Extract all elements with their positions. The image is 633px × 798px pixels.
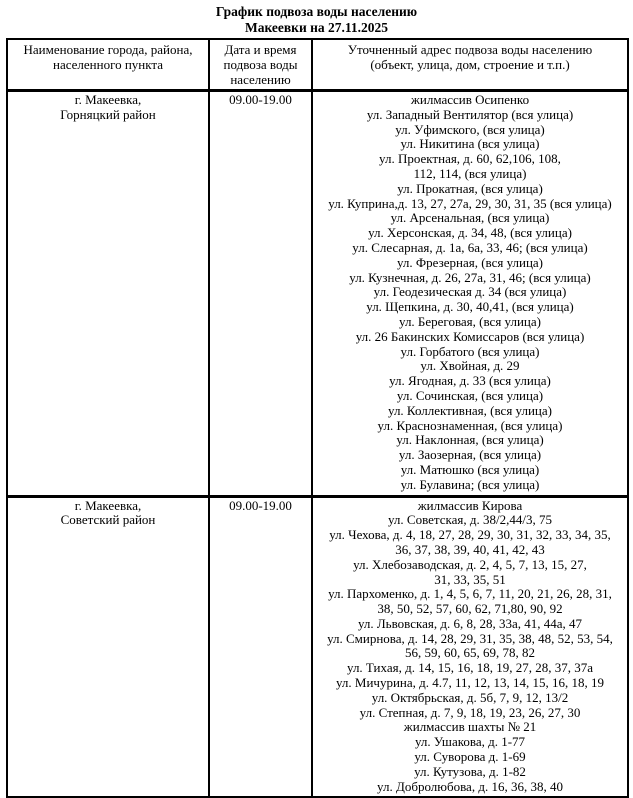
address-line: ул. Уфимского, (вся улица) [395,121,545,137]
address-line: ул. Херсонская, д. 34, 48, (вся улица) [368,225,572,241]
address-line: ул. Ушакова, д. 1-77 [414,734,526,750]
time-value: 09.00-19.00 [229,497,292,513]
address-line: ул. Матюшко (вся улица) [400,461,540,477]
address-line: ул. Никитина (вся улица) [400,136,540,152]
address-line: ул. Фрезерная, (вся улица) [396,254,544,270]
header-datetime-line: населению [230,72,291,87]
address-line: ул. Львовская, д. 6, 8, 28, 33а, 41, 44а, 47 [357,615,583,631]
address-line: 36, 37, 38, 39, 40, 41, 42, 43 [395,541,545,557]
address-line: 31, 33, 35, 51 [434,571,506,587]
address-line: ул. 26 Бакинских Комиссаров (вся улица) [355,328,585,344]
header-datetime-line: подвоза воды [223,57,298,72]
address-line: ул. Западный Вентилятор (вся улица) [366,106,574,122]
address-line: ул. Куприна,д. 13, 27, 27а, 29, 30, 31, 35 (вся улица) [328,195,612,211]
header-location-line: населенного пункта [52,57,164,72]
address-line: ул. Смирнова, д. 14, 28, 29, 31, 35, 38, 48, 52, 53, 54, [327,630,613,646]
address-line: ул. Тихая, д. 14, 15, 16, 18, 19, 27, 28, 37, 37а [347,660,593,676]
address-line: ул. Кузнечная, д. 26, 27а, 31, 46; (вся улица) [349,269,591,285]
address-line: ул. Ягодная, д. 33 (вся улица) [389,373,551,389]
address-line: ул. Наклонная, (вся улица) [396,432,544,448]
row-2-location-cell [7,496,209,797]
address-line: 112, 114, (вся улица) [413,165,527,181]
row-2-address-cell [312,496,628,797]
document-title [0,4,633,36]
address-line: ул. Береговая, (вся улица) [399,313,541,329]
address-line: ул. Коллективная, (вся улица) [388,402,552,418]
address-line: 56, 59, 60, 65, 69, 78, 82 [405,645,535,661]
header-location-line: Наименование города, района, [23,42,193,57]
table-row-gornyatsky [7,91,628,497]
address-line: ул. Прокатная, (вся улица) [397,180,543,196]
address-line: ул. Чехова, д. 4, 18, 27, 28, 29, 30, 31, 32, 33, 34, 35, [329,527,611,543]
address-line: ул. Добролюбова, д. 16, 36, 38, 40 [377,778,563,794]
address-line: 38, 50, 52, 57, 60, 62, 71,80, 90, 92 [377,601,563,617]
row-1-time-cell [209,91,312,497]
document-title-line-1: График подвоза воды населению [215,4,418,19]
table-row-sovetsky [7,496,628,797]
row-2-time-cell [209,496,312,797]
document-title-line-2: Макеевки на 27.11.2025 [244,20,389,35]
row-1-location-cell [7,91,209,497]
header-datetime [209,39,312,91]
address-line: ул. Щепкина, д. 30, 40,41, (вся улица) [366,299,574,315]
address-line: жилмассив шахты № 21 [403,719,537,735]
location-line: г. Макеевка, [74,497,142,513]
location-line: г. Макеевка, [74,92,142,107]
address-line: жилмассив Кирова [417,497,523,513]
address-line: жилмассив Осипенко [410,92,530,107]
address-line: ул. Краснознаменная, (вся улица) [377,417,563,433]
header-address [312,39,628,91]
address-line: ул. Горбатого (вся улица) [400,343,540,359]
address-line: ул. Суворова д. 1-69 [414,749,526,765]
time-value: 09.00-19.00 [229,92,292,107]
address-line: ул. Советская, д. 38/2,44/3, 75 [388,512,552,528]
header-datetime-line: Дата и время [224,42,297,57]
address-line: ул. Хлебозаводская, д. 2, 4, 5, 7, 13, 15, 27, [353,556,587,572]
address-line: ул. Слесарная, д. 1а, 6а, 33, 46; (вся улица) [352,239,588,255]
address-line: ул. Геодезическая д. 34 (вся улица) [373,284,567,300]
row-1-address-cell [312,91,628,497]
header-address-line: (объект, улица, дом, строение и т.п.) [370,57,570,72]
address-line: ул. Степная, д. 7, 9, 18, 19, 23, 26, 27, 30 [359,704,581,720]
address-line: ул. Сочинская, (вся улица) [396,387,544,403]
address-line: ул. Проектная, д. 60, 62,106, 108, [379,151,561,167]
address-line: ул. Хвойная, д. 29 [420,358,520,374]
location-line: Советский район [60,512,156,528]
address-line: ул. Октябрьская, д. 5б, 7, 9, 12, 13/2 [371,689,569,705]
table-header-row [7,39,628,91]
header-location [7,39,209,91]
address-line: ул. Заозерная, (вся улица) [398,447,542,463]
location-line: Горняцкий район [60,106,156,122]
header-address-line: Уточненный адрес подвоза воды населению [347,42,593,57]
address-line: ул. Булавина; (вся улица) [400,476,540,492]
address-line: ул. Мичурина, д. 4.7, 11, 12, 13, 14, 15, 16, 18, 19 [335,675,605,691]
water-delivery-schedule-table [6,38,629,798]
address-line: ул. Пархоменко, д. 1, 4, 5, 6, 7, 11, 20, 21, 26, 28, 31, [328,586,612,602]
address-line: ул. Арсенальная, (вся улица) [390,210,550,226]
address-line: ул. Кутузова, д. 1-82 [414,763,526,779]
